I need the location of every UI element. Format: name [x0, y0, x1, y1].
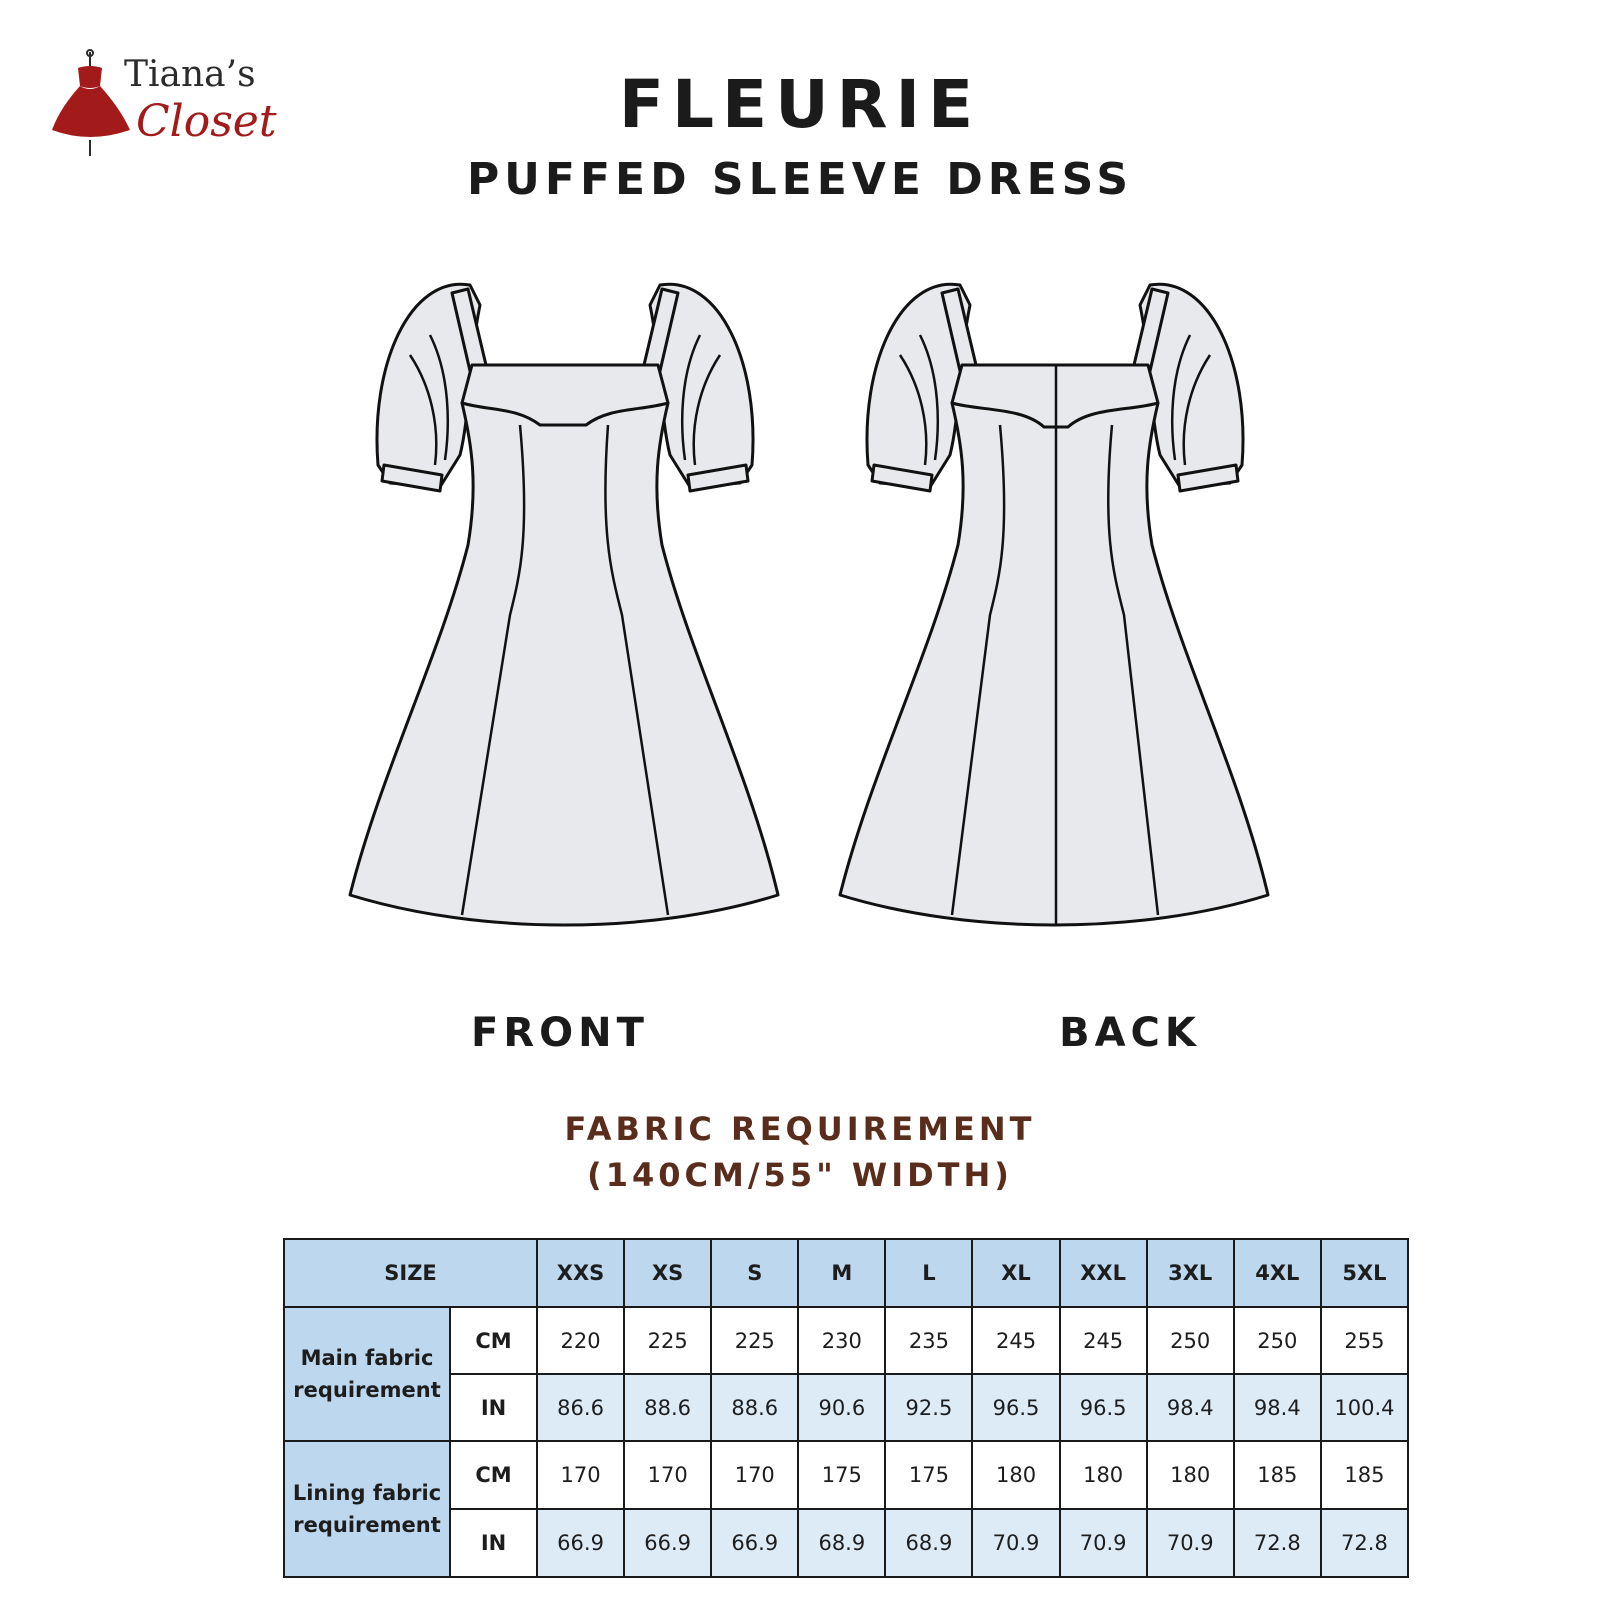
- value-cell: 245: [1060, 1307, 1147, 1374]
- value-cell: 250: [1234, 1307, 1321, 1374]
- value-cell: 180: [1147, 1441, 1234, 1509]
- value-cell: 100.4: [1321, 1374, 1408, 1441]
- table-row: [284, 1307, 1408, 1374]
- unit-cell: IN: [450, 1374, 537, 1441]
- value-cell: 96.5: [1060, 1374, 1147, 1441]
- value-cell: 180: [972, 1441, 1059, 1509]
- size-header-cell: L: [885, 1239, 972, 1307]
- size-header-cell: S: [711, 1239, 798, 1307]
- unit-cell: IN: [450, 1509, 537, 1577]
- size-header-cell: 4XL: [1234, 1239, 1321, 1307]
- value-cell: 185: [1321, 1441, 1408, 1509]
- unit-cell: CM: [450, 1307, 537, 1374]
- back-label: BACK: [1059, 1010, 1201, 1056]
- value-cell: 98.4: [1147, 1374, 1234, 1441]
- value-cell: 72.8: [1234, 1509, 1321, 1577]
- value-cell: 250: [1147, 1307, 1234, 1374]
- value-cell: 175: [885, 1441, 972, 1509]
- value-cell: 72.8: [1321, 1509, 1408, 1577]
- pattern-subtitle: PUFFED SLEEVE DRESS: [466, 154, 1134, 205]
- size-header-cell: XS: [624, 1239, 711, 1307]
- front-dress-sketch: [350, 275, 800, 955]
- size-header-cell: XL: [972, 1239, 1059, 1307]
- unit-cell: CM: [450, 1441, 537, 1509]
- value-cell: 230: [798, 1307, 885, 1374]
- pattern-title: FLEURIE: [618, 66, 982, 143]
- size-header-cell: XXL: [1060, 1239, 1147, 1307]
- table-row: [284, 1374, 1408, 1441]
- group-label-line: requirement: [293, 1378, 441, 1402]
- front-label: FRONT: [471, 1010, 649, 1056]
- value-cell: 175: [798, 1441, 885, 1509]
- value-cell: 98.4: [1234, 1374, 1321, 1441]
- brand-name: Tiana’s: [124, 54, 256, 95]
- brand-subname: Closet: [136, 96, 277, 147]
- size-header-cell: 3XL: [1147, 1239, 1234, 1307]
- value-cell: 255: [1321, 1307, 1408, 1374]
- value-cell: 180: [1060, 1441, 1147, 1509]
- group-label-line: requirement: [293, 1513, 441, 1537]
- value-cell: 92.5: [885, 1374, 972, 1441]
- size-header-cell: XXS: [537, 1239, 624, 1307]
- value-cell: 185: [1234, 1441, 1321, 1509]
- value-cell: 225: [624, 1307, 711, 1374]
- table-row: [284, 1509, 1408, 1577]
- lining-fabric-label: [284, 1441, 450, 1577]
- value-cell: 66.9: [624, 1509, 711, 1577]
- value-cell: 96.5: [972, 1374, 1059, 1441]
- back-dress-illustration: [840, 275, 1290, 955]
- fabric-requirement-heading: FABRIC REQUIREMENT: [564, 1110, 1036, 1148]
- main-fabric-label: [284, 1307, 450, 1441]
- group-label-line: Lining fabric: [292, 1481, 442, 1505]
- value-cell: 66.9: [711, 1509, 798, 1577]
- value-cell: 170: [624, 1441, 711, 1509]
- value-cell: 70.9: [1147, 1509, 1234, 1577]
- size-header-label: SIZE: [284, 1239, 537, 1307]
- value-cell: 170: [711, 1441, 798, 1509]
- value-cell: 70.9: [1060, 1509, 1147, 1577]
- back-dress-sketch: [840, 275, 1290, 955]
- group-label-line: Main fabric: [300, 1346, 434, 1370]
- value-cell: 70.9: [972, 1509, 1059, 1577]
- value-cell: 68.9: [885, 1509, 972, 1577]
- table-row: [284, 1441, 1408, 1509]
- value-cell: 170: [537, 1441, 624, 1509]
- size-header-row: [284, 1239, 1408, 1307]
- size-header-cell: M: [798, 1239, 885, 1307]
- front-dress-illustration: [350, 275, 800, 955]
- value-cell: 235: [885, 1307, 972, 1374]
- value-cell: 88.6: [624, 1374, 711, 1441]
- value-cell: 245: [972, 1307, 1059, 1374]
- value-cell: 68.9: [798, 1509, 885, 1577]
- value-cell: 88.6: [711, 1374, 798, 1441]
- size-header-cell: 5XL: [1321, 1239, 1408, 1307]
- value-cell: 225: [711, 1307, 798, 1374]
- value-cell: 66.9: [537, 1509, 624, 1577]
- fabric-requirement-table: [283, 1238, 1409, 1578]
- value-cell: 86.6: [537, 1374, 624, 1441]
- fabric-width-note: (140CM/55" WIDTH): [587, 1156, 1013, 1194]
- value-cell: 220: [537, 1307, 624, 1374]
- value-cell: 90.6: [798, 1374, 885, 1441]
